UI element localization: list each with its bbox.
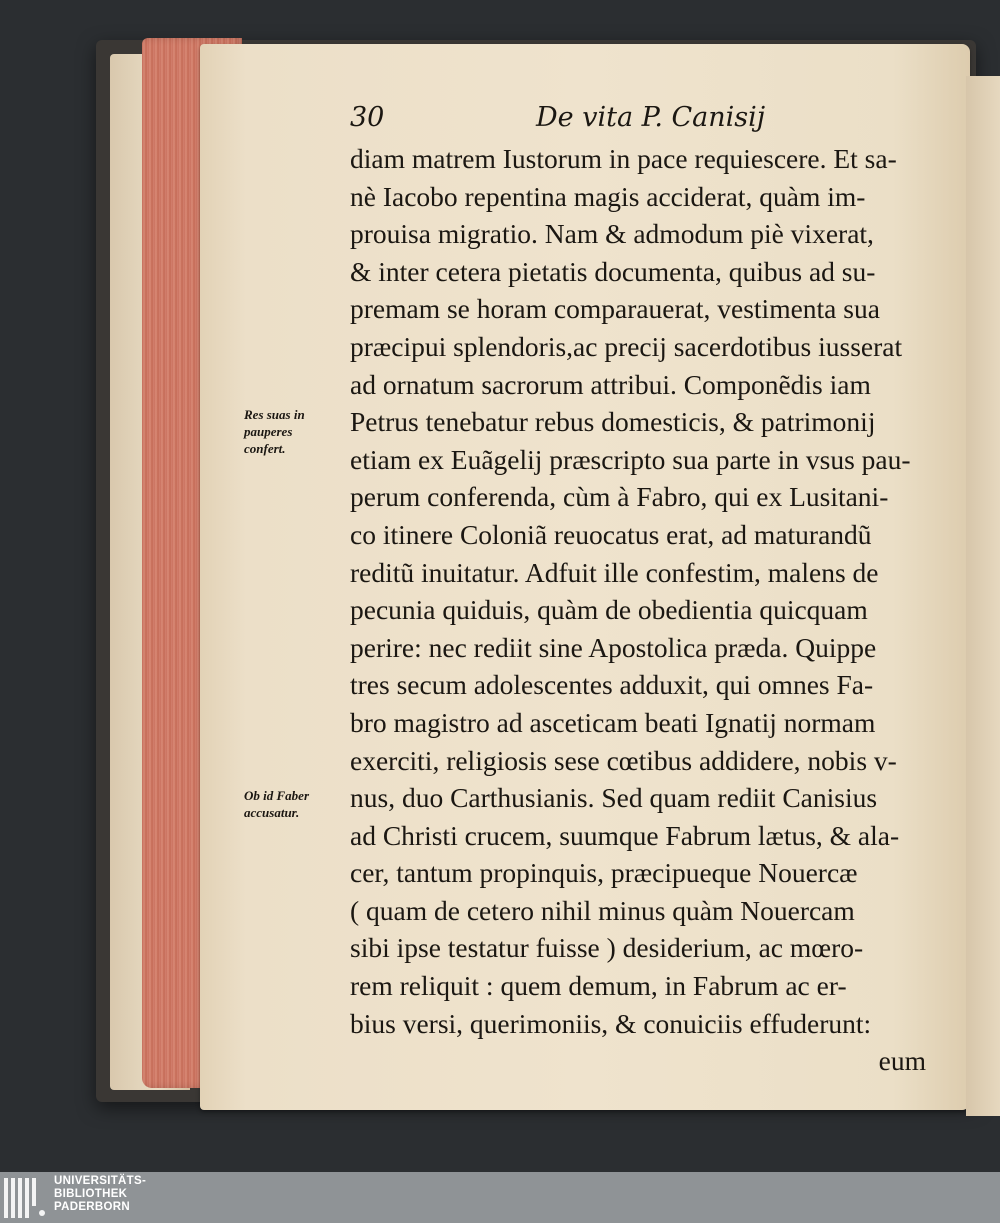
text-line: prouisa migratio. Nam & admodum piè vixerat, [350,218,874,250]
text-line: cer, tantum propinquis, præcipueque Nouercæ [350,857,858,889]
text-line: pecunia quiduis, quàm de obedientia quicquam [350,594,868,626]
library-name-line: PADERBORN [54,1201,130,1213]
text-line: reditũ inuitatur. Adfuit ille confestim, malens de [350,556,879,588]
text-line: ad Christi crucem, suumque Fabrum lætus, & ala- [350,819,900,851]
margin-note-line: Ob id Faber [244,788,309,803]
text-line: nus, duo Carthusianis. Sed quam rediit Canisius [350,782,878,814]
text-line: bius versi, querimoniis, & conuiciis effuderunt: [350,1007,872,1039]
text-line: ad ornatum sacrorum attribui. Componẽdis iam [350,368,871,400]
margin-note-line: accusatur. [244,805,300,820]
text-line: perire: nec rediit sine Apostolica præda. Quippe [350,631,877,663]
body-text [350,140,950,1080]
text-line: rem reliquit : quem demum, in Fabrum ac er- [350,970,847,1002]
text-line: Petrus tenebatur rebus domesticis, & patrimonij [350,406,876,438]
text-line: exerciti, religiosis sese cœtibus addidere, nobis v- [350,744,897,776]
text-line: ( quam de cetero nihil minus quàm Nouercam [350,894,855,926]
text-line: sibi ipse testatur fuisse ) desiderium, ac mœro- [350,932,864,964]
text-line: bro magistro ad asceticam beati Ignatij normam [350,706,876,738]
library-name [54,1175,146,1214]
running-title: De vita P. Canisij [536,102,766,133]
text-line: nè Iacobo repentina magis acciderat, quàm im- [350,180,866,212]
page-number: 30 [350,102,385,133]
text-line: præcipui splendoris,ac precij sacerdotibus iusserat [350,330,903,362]
text-line: perum conferenda, cùm à Fabro, qui ex Lusitani- [350,481,889,513]
text-line: etiam ex Euãgelij præscripto sua parte in vsus pau- [350,443,911,475]
text-line: co itinere Coloniã reuocatus erat, ad maturandũ [350,518,872,550]
library-name-line: BIBLIOTHEK [54,1188,128,1200]
text-line: diam matrem Iustorum in pace requiescere. Et sa- [350,143,897,174]
library-footer [0,1172,1000,1223]
margin-note [244,406,344,457]
margin-note [244,787,344,821]
margin-note-line: pauperes [244,424,293,439]
library-logo-icon [4,1178,48,1218]
library-name-line: UNIVERSITÄTS- [54,1175,147,1187]
text-line: premam se horam comparauerat, vestimenta sua [350,293,880,325]
margin-note-line: Res suas in [244,407,305,422]
margin-note-line: confert. [244,441,286,456]
text-line: & inter cetera pietatis documenta, quibus ad su- [350,255,876,287]
text-line: tres secum adolescentes adduxit, qui omnes Fa- [350,669,874,701]
running-head [350,102,770,142]
right-page-edge [966,76,1000,1116]
catchword: eum [878,1045,926,1077]
